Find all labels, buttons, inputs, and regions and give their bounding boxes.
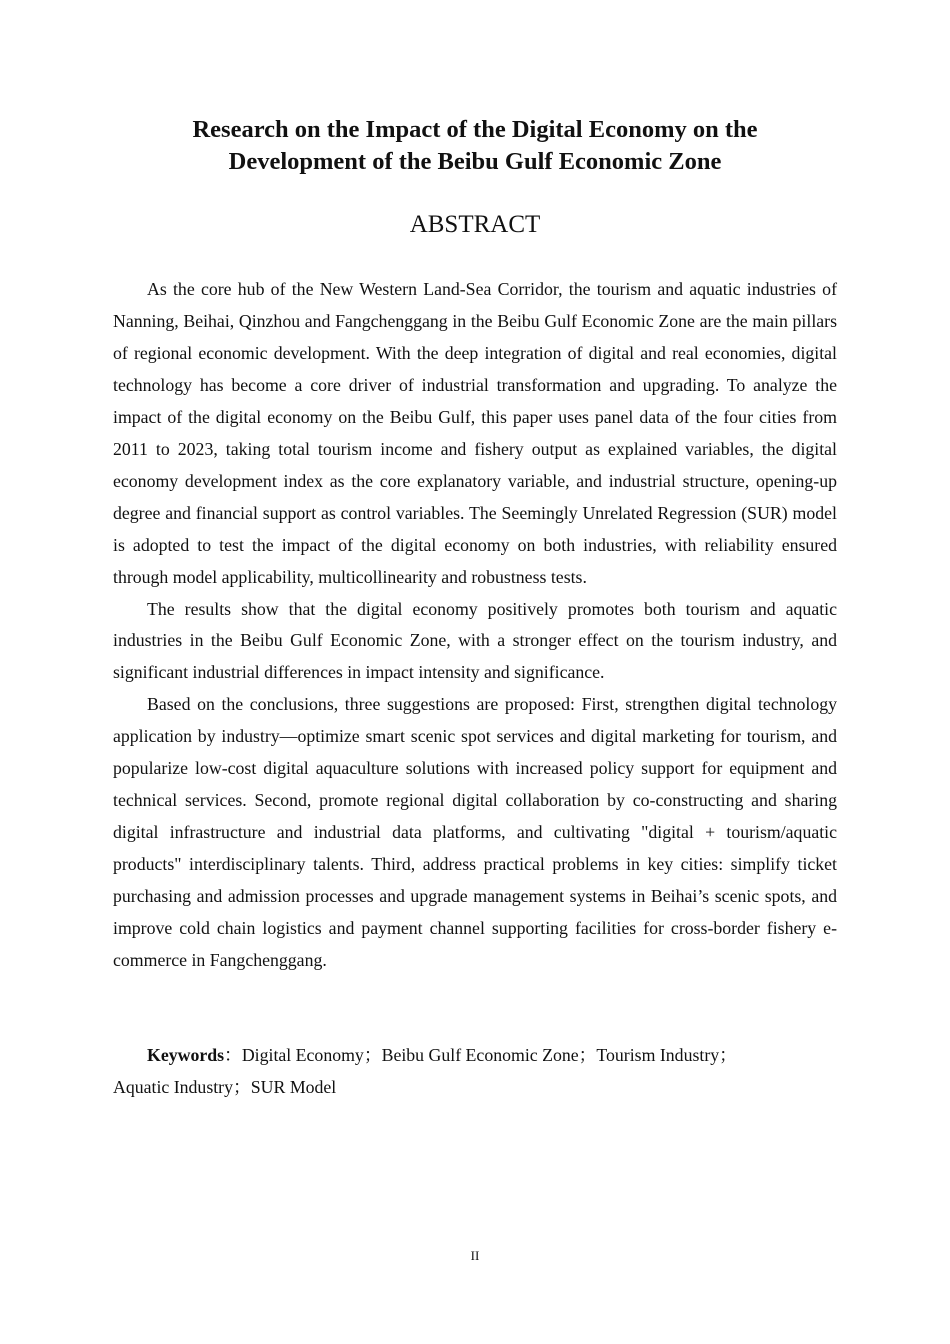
page-number: II — [470, 1248, 480, 1263]
keywords-line-1 — [113, 1040, 837, 1072]
paper-title — [0, 114, 950, 178]
paper-title-line-1: Research on the Impact of the Digital Economy on the — [192, 116, 758, 143]
paper-title-line-2: Development of the Beibu Gulf Economic Zone — [228, 148, 722, 175]
abstract-body — [113, 274, 837, 977]
abstract-paragraph-2: The results show that the digital economy positively promotes both tourism and aquatic industries in the Beibu Gulf Economic Zone, with a stronger effect on the tourism industry, and significant industrial differences in impact intensity and significance. — [113, 598, 837, 683]
abstract-paragraph-1: As the core hub of the New Western Land-Sea Corridor, the tourism and aquatic industries of Nanning, Beihai, Qinzhou and Fangchenggang in the Beibu Gulf Economic Zone are the main pillars of regional economic development. With the deep integration of digital and real economies, digital technology has become a core driver of industrial transformation and upgrading. To analyze the impact of the digital economy on the Beibu Gulf, this paper uses panel data of the four cities from 2011 to 2023, taking total tourism income and fishery output as explained variables, the digital economy development index as the core explanatory variable, and industrial structure, opening-up degree and financial support as control variables. The Seemingly Unrelated Regression (SUR) model is adopted to test the impact of the digital economy on both industries, with reliability ensured through model applicability, multicollinearity and robustness tests. — [113, 279, 837, 587]
abstract-paragraph-3: Based on the conclusions, three suggestions are proposed: First, strengthen digital technology application by industry—optimize smart scenic spot services and digital marketing for tourism, and popularize low-cost digital aquaculture solutions with increased policy support for equipment and technical services. Second, promote regional digital collaboration by co-constructing and sharing digital infrastructure and industrial data platforms, and cultivating "digital + tourism/aquatic products" interdisciplinary talents. Third, address practical problems in key cities: simplify ticket purchasing and admission processes and upgrade management systems in Beihai’s scenic spots, and improve cold chain logistics and payment channel supporting facilities for cross-border fishery e-commerce in Fangchenggang. — [113, 694, 837, 971]
keywords-separator: ： — [224, 1045, 242, 1065]
keywords-label: Keywords — [147, 1045, 225, 1065]
keywords-line-2: Aquatic Industry；SUR Model — [113, 1076, 337, 1097]
abstract-heading: ABSTRACT — [409, 211, 541, 238]
keywords-list-part-1: Digital Economy；Beibu Gulf Economic Zone；Tourism Industry； — [241, 1045, 737, 1065]
keywords-section — [113, 1040, 837, 1104]
